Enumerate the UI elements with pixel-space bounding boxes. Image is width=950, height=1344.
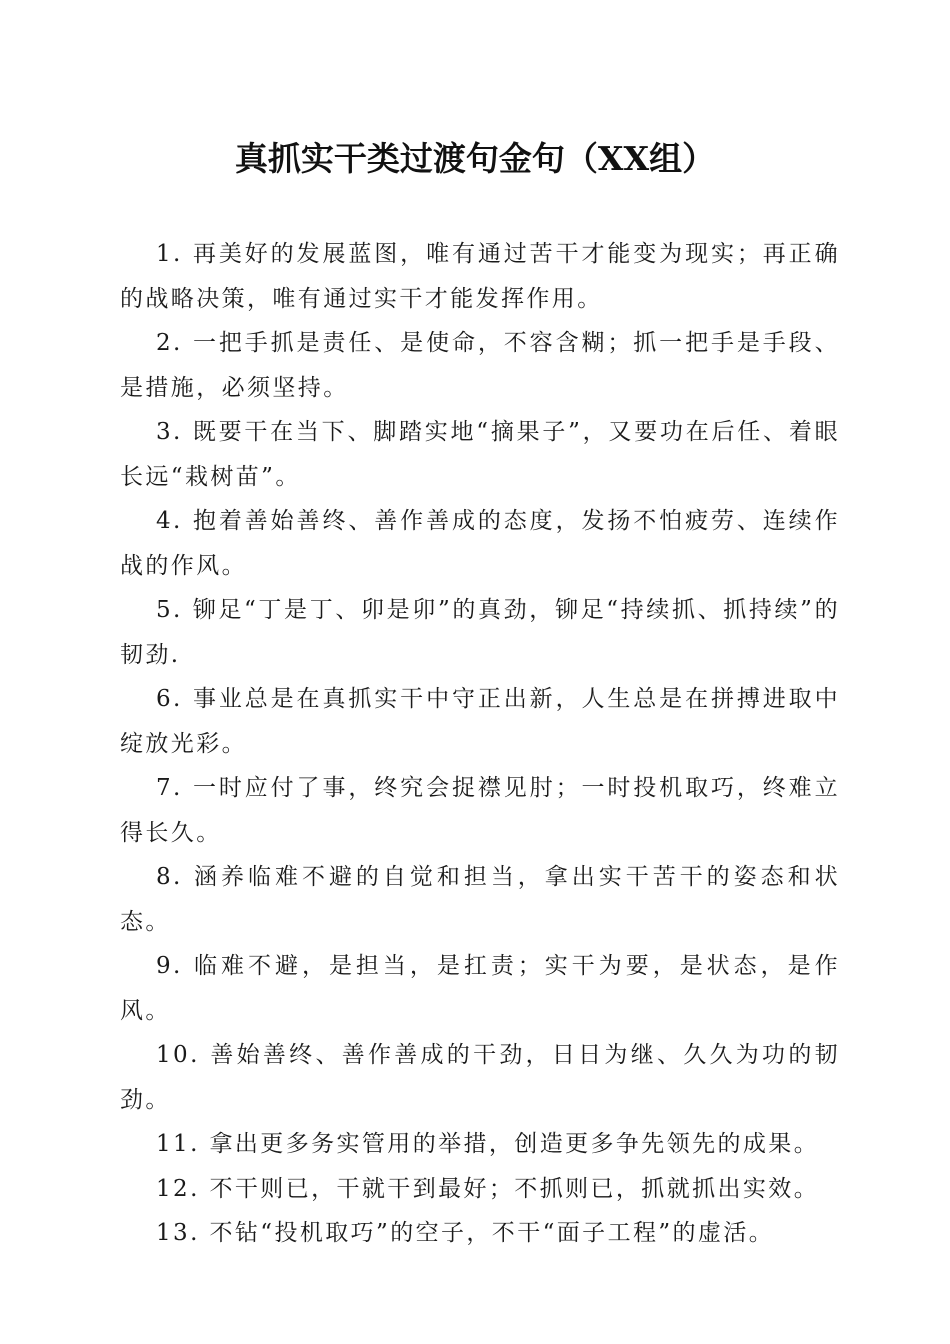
document-body: [120, 232, 840, 1256]
document-title: 真抓实干类过渡句金句（XX组）: [234, 139, 716, 178]
list-item: 11. 拿出更多务实管用的举措，创造更多争先领先的成果。: [156, 1131, 820, 1157]
list-item: 9. 临难不避，是担当，是扛责；实干为要，是状态，是作风。: [120, 953, 840, 1024]
list-item: 10. 善始善终、善作善成的干劲，日日为继、久久为功的韧劲。: [120, 1042, 840, 1113]
list-item: 5. 铆足“丁是丁、卯是卯”的真劲，铆足“持续抓、抓持续”的韧劲.: [120, 597, 840, 668]
list-item: 4. 抱着善始善终、善作善成的态度，发扬不怕疲劳、连续作战的作风。: [120, 508, 840, 579]
list-item: 12. 不干则已，干就干到最好；不抓则已，抓就抓出实效。: [156, 1175, 820, 1202]
list-item: 3. 既要干在当下、脚踏实地“摘果子”，又要功在后任、着眼长远“栽树苗”。: [120, 419, 840, 490]
list-item: 2. 一把手抓是责任、是使命，不容含糊；抓一把手是手段、是措施，必须坚持。: [120, 330, 840, 401]
list-item: 7. 一时应付了事，终究会捉襟见肘；一时投机取巧，终难立得长久。: [120, 775, 840, 846]
list-item: 1. 再美好的发展蓝图，唯有通过苦干才能变为现实；再正确的战略决策，唯有通过实干才能发挥作用。: [120, 241, 840, 312]
list-item: 13. 不钻“投机取巧”的空子，不干“面子工程”的虚活。: [156, 1220, 775, 1246]
list-item: 6. 事业总是在真抓实干中守正出新，人生总是在拼搏进取中绽放光彩。: [120, 686, 840, 757]
list-item: 8. 涵养临难不避的自觉和担当，拿出实干苦干的姿态和状态。: [120, 864, 840, 935]
